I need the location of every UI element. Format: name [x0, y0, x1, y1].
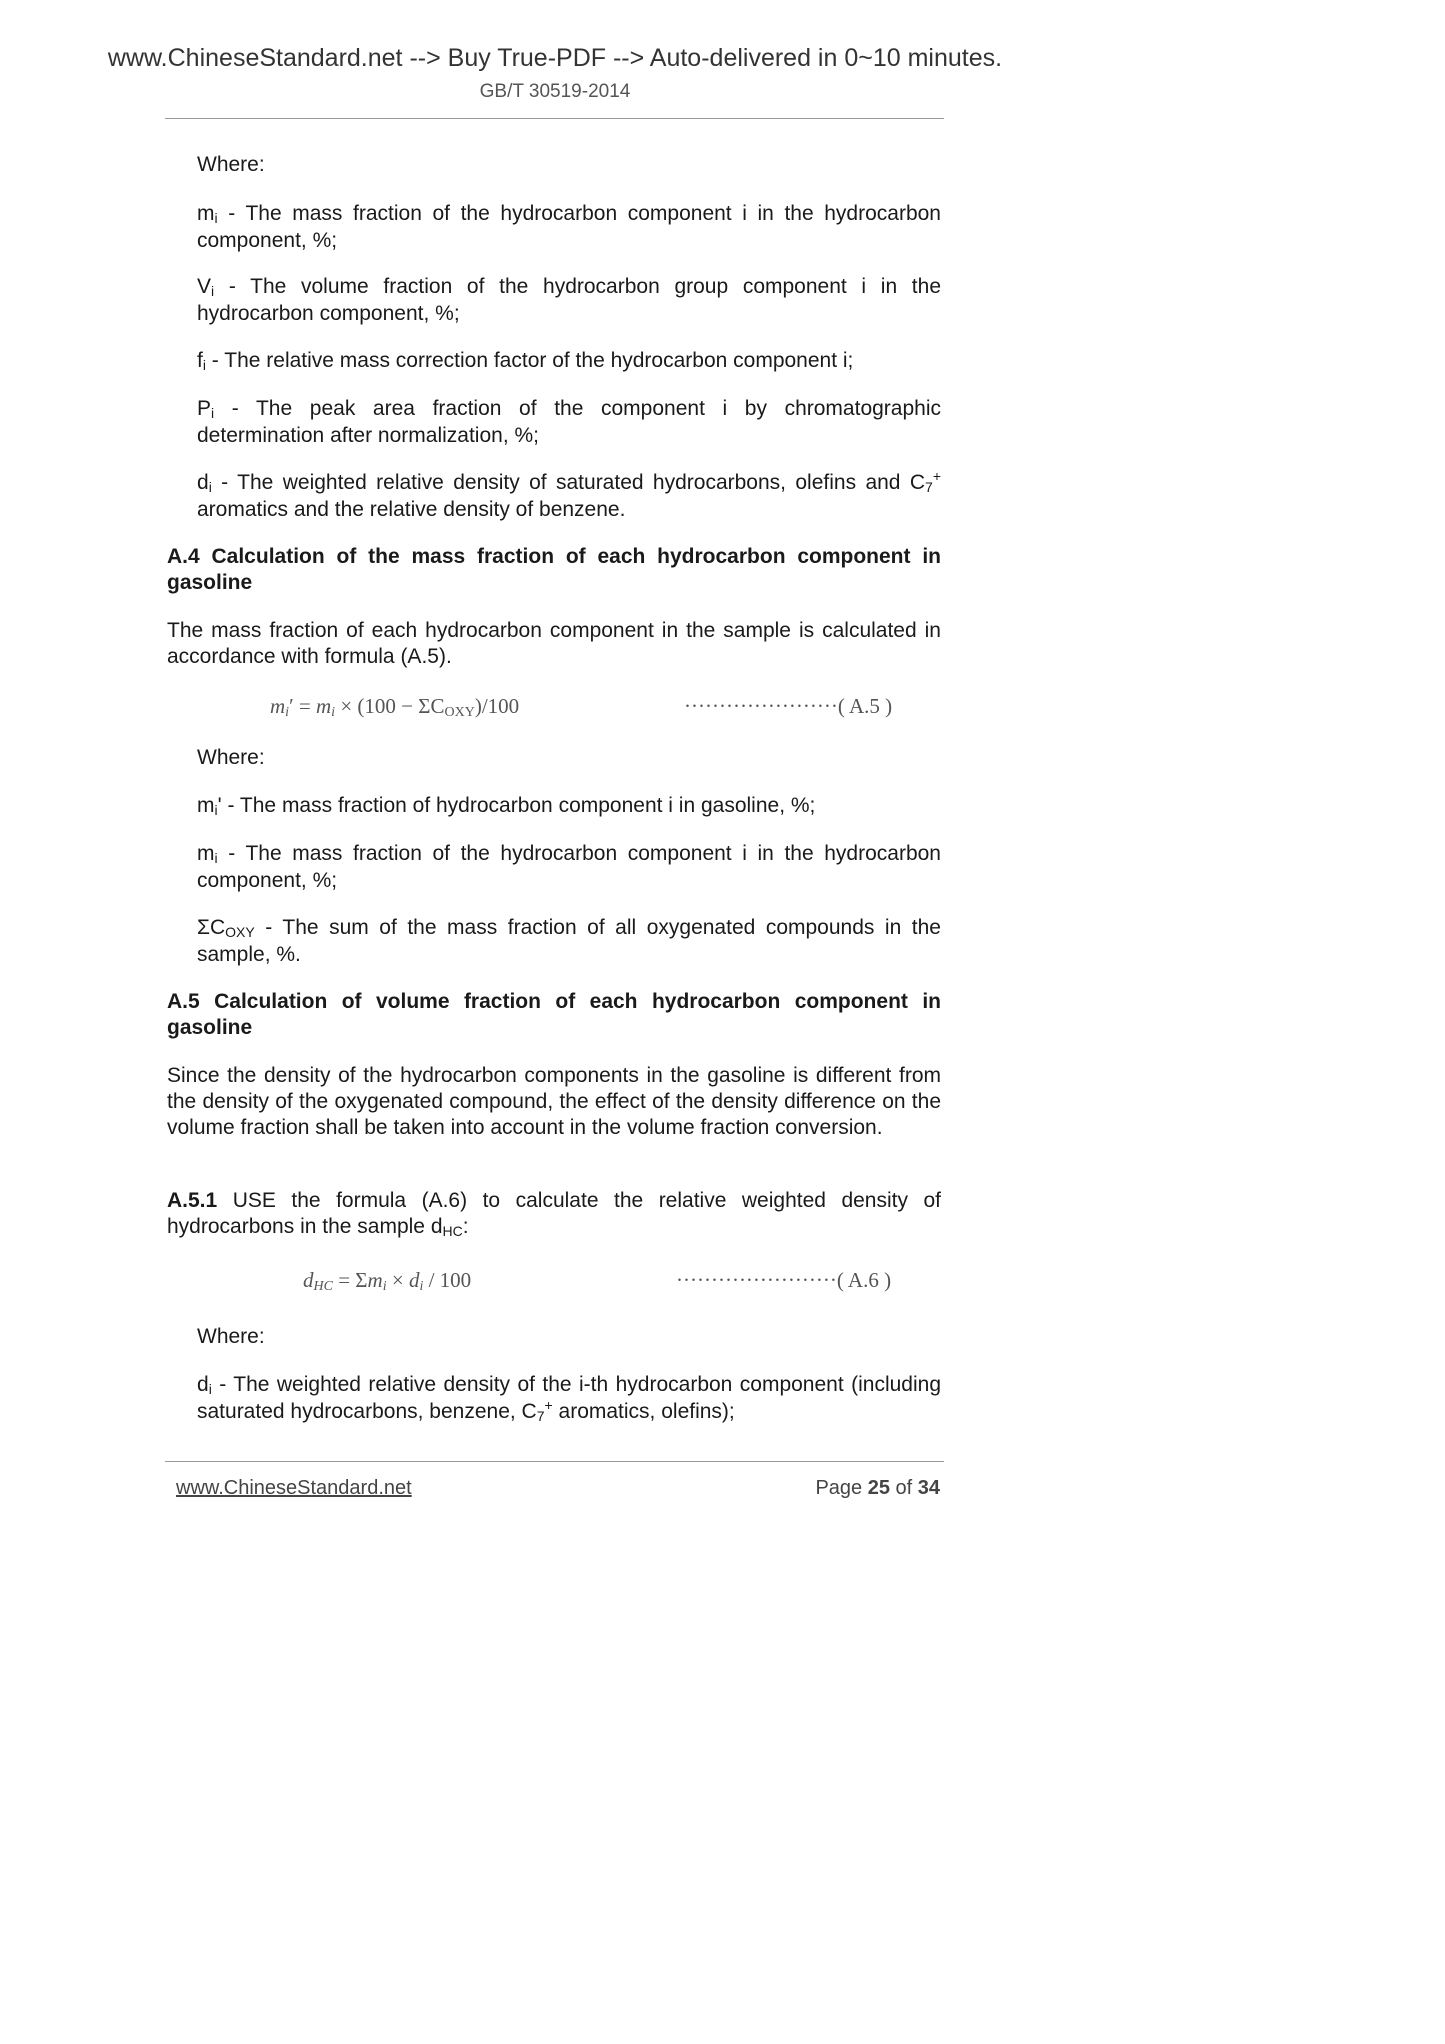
section-a51: A.5.1 USE the formula (A.6) to calculate the relative weighted density of hydrocarbons in the sample dHC: — [167, 1189, 941, 1239]
footer-site-link[interactable]: www.ChineseStandard.net — [176, 1477, 412, 1499]
section-a5-heading: A.5 Calculation of volume fraction of each hydrocarbon component in gasoline — [167, 990, 941, 1039]
header-banner: www.ChineseStandard.net --> Buy True-PDF --> Auto-delivered in 0~10 minutes. — [107, 44, 1003, 72]
def-vi: Vi - The volume fraction of the hydrocarbon group component i in the hydrocarbon component, %; — [197, 275, 941, 325]
def-mi-2: mi - The mass fraction of the hydrocarbon component i in the hydrocarbon component, %; — [197, 842, 941, 892]
section-a4-heading: A.4 Calculation of the mass fraction of each hydrocarbon component in gasoline — [167, 545, 941, 594]
def-coxy: ΣCOXY - The sum of the mass fraction of all oxygenated compounds in the sample, %. — [197, 916, 941, 966]
def-mi-prime: mi' - The mass fraction of hydrocarbon component i in gasoline, %; — [197, 794, 816, 818]
def-di: di - The weighted relative density of saturated hydrocarbons, olefins and C7+ aromatics and the relative density of benzene. — [197, 468, 941, 521]
formula-a6-leader: ·······················( A.6 ) — [676, 1268, 892, 1292]
header-divider — [165, 118, 944, 119]
formula-a5: mi′ = mi × (100 − ΣCOXY)/100 — [270, 694, 520, 720]
def-mi: mi - The mass fraction of the hydrocarbon component i in the hydrocarbon component, %; — [197, 202, 941, 252]
standard-number: GB/T 30519-2014 — [479, 81, 631, 102]
where-label-1: Where: — [197, 153, 265, 176]
page-number: Page 25 of 34 — [815, 1477, 940, 1499]
section-a4-intro: The mass fraction of each hydrocarbon component in the sample is calculated in accordance with formula (A.5). — [167, 619, 941, 668]
def-pi: Pi - The peak area fraction of the component i by chromatographic determination after normalization, %; — [197, 397, 941, 447]
where-label-3: Where: — [197, 1325, 265, 1348]
formula-a5-leader: ······················( A.5 ) — [684, 694, 893, 718]
section-a5-intro: Since the density of the hydrocarbon components in the gasoline is different from the density of the oxygenated compound, the effect of the density difference on the volume fraction shall be taken into account in the volume fraction conversion. — [167, 1064, 941, 1139]
where-label-2: Where: — [197, 746, 265, 769]
footer-divider — [165, 1461, 944, 1462]
formula-a6: dHC = Σmi × di / 100 — [303, 1268, 472, 1294]
def-di-2: di - The weighted relative density of the i-th hydrocarbon component (including saturated hydrocarbons, benzene, C7+ aromatics, olefins); — [197, 1373, 941, 1424]
def-fi: fi - The relative mass correction factor of the hydrocarbon component i; — [197, 349, 854, 373]
